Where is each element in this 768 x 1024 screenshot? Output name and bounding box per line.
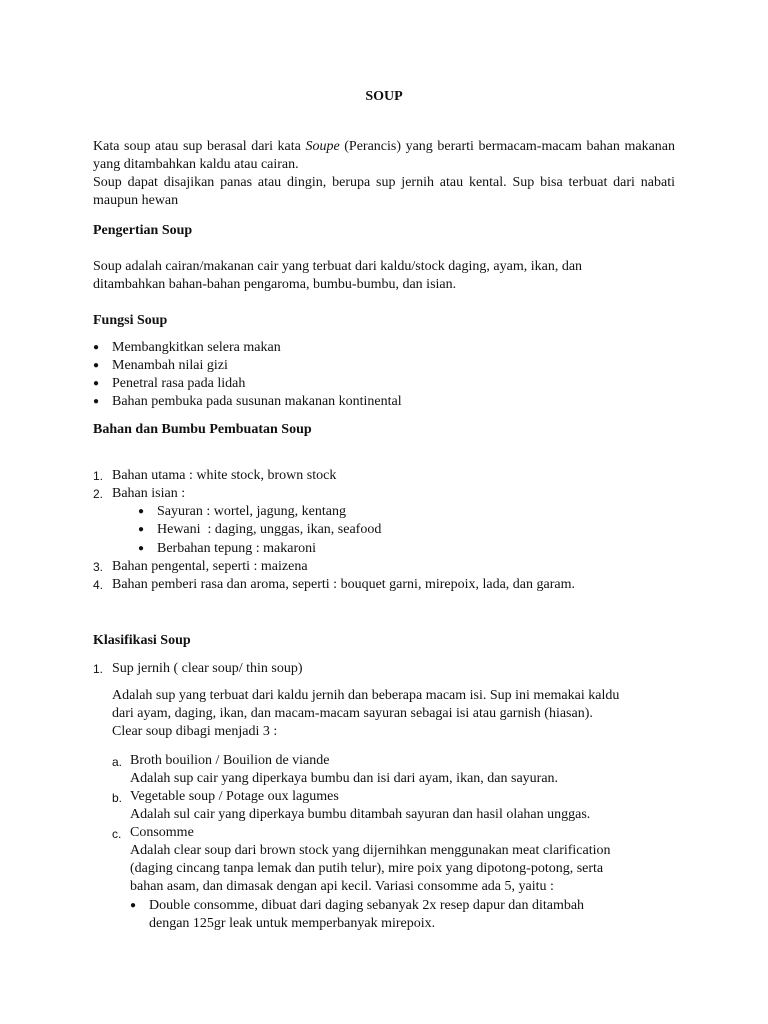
list-number: 1. xyxy=(93,662,104,676)
consomme-variant-text-cont: dengan 125gr leak untuk memperbanyak mirepoix. xyxy=(149,916,436,931)
subitem-c-desc-line: (daging cincang tanpa lemak dan putih telur), mire poix yang dipotong-potong, serta xyxy=(130,861,604,876)
bahan-sub-text: Sayuran : wortel, jagung, kentang xyxy=(157,504,346,519)
bullet-icon: ● xyxy=(130,900,137,911)
heading-fungsi: Fungsi Soup xyxy=(93,313,168,328)
intro-text-a: Kata soup atau sup berasal dari kata xyxy=(93,139,306,154)
subitem-a-desc: Adalah sup cair yang diperkaya bumbu dan isi dari ayam, ikan, dan sayuran. xyxy=(130,771,559,786)
heading-pengertian: Pengertian Soup xyxy=(93,223,193,238)
list-number: 3. xyxy=(93,560,104,574)
klasifikasi-item-text: Sup jernih ( clear soup/ thin soup) xyxy=(112,661,303,676)
list-number: 4. xyxy=(93,578,104,592)
fungsi-item-text: Bahan pembuka pada susunan makanan kontinental xyxy=(112,394,402,409)
klasifikasi-desc-line: dari ayam, daging, ikan, dan macam-macam sayuran sebagai isi atau garnish (hiasan). xyxy=(112,706,593,721)
fungsi-item-text: Penetral rasa pada lidah xyxy=(112,376,246,391)
subitem-c-title: Consomme xyxy=(130,825,194,840)
bullet-icon: ● xyxy=(138,543,145,554)
bahan-sub-text: Hewani : daging, unggas, ikan, seafood xyxy=(157,522,382,537)
list-letter: b. xyxy=(112,791,123,805)
pengertian-line-2: ditambahkan bahan-bahan pengaroma, bumbu-bumbu, dan isian. xyxy=(93,277,457,292)
subitem-a-title: Broth bouilion / Bouilion de viande xyxy=(130,753,330,768)
bullet-icon: ● xyxy=(138,506,145,517)
bahan-item-text: Bahan utama : white stock, brown stock xyxy=(112,468,337,483)
intro-italic-word: Soupe xyxy=(305,139,340,154)
bullet-icon: ● xyxy=(93,360,100,371)
document-title: SOUP xyxy=(365,89,403,104)
consomme-variant-text: Double consomme, dibuat dari daging sebanyak 2x resep dapur dan ditambah xyxy=(149,898,585,913)
subitem-b-desc: Adalah sul cair yang diperkaya bumbu ditambah sayuran dan hasil olahan unggas. xyxy=(130,807,591,822)
list-number: 2. xyxy=(93,487,104,501)
subitem-c-desc-line: Adalah clear soup dari brown stock yang dijernihkan menggunakan meat clarification xyxy=(130,843,611,858)
bahan-item-text: Bahan pemberi rasa dan aroma, seperti : bouquet garni, mirepoix, lada, dan garam. xyxy=(112,577,575,592)
bahan-item-text: Bahan isian : xyxy=(112,486,186,501)
pengertian-line-1: Soup adalah cairan/makanan cair yang terbuat dari kaldu/stock daging, ayam, ikan, dan xyxy=(93,259,583,274)
subitem-b-title: Vegetable soup / Potage oux lagumes xyxy=(130,789,339,804)
list-letter: c. xyxy=(112,827,122,841)
intro-text-b: (Perancis) yang berarti bermacam-macam bahan makanan yang ditambahkan kaldu atau cairan. xyxy=(93,139,675,172)
list-letter: a. xyxy=(112,755,123,769)
bahan-sub-text: Berbahan tepung : makaroni xyxy=(157,541,317,556)
bullet-icon: ● xyxy=(93,342,100,353)
heading-klasifikasi: Klasifikasi Soup xyxy=(93,633,191,648)
fungsi-item-text: Menambah nilai gizi xyxy=(112,358,228,373)
intro-paragraph-1 xyxy=(93,138,675,174)
bullet-icon: ● xyxy=(93,378,100,389)
klasifikasi-desc-line: Clear soup dibagi menjadi 3 : xyxy=(112,724,278,739)
bahan-item-text: Bahan pengental, seperti : maizena xyxy=(112,559,308,574)
bullet-icon: ● xyxy=(93,396,100,407)
intro-paragraph-2: Soup dapat disajikan panas atau dingin, berupa sup jernih atau kental. Sup bisa terbuat dari nabati maupun hewan xyxy=(93,175,675,208)
klasifikasi-desc-line: Adalah sup yang terbuat dari kaldu jernih dan beberapa macam isi. Sup ini memakai kaldu xyxy=(112,688,620,703)
list-number: 1. xyxy=(93,469,104,483)
bullet-icon: ● xyxy=(138,524,145,535)
subitem-c-desc-line: bahan asam, dan dimasak dengan api kecil. Variasi consomme ada 5, yaitu : xyxy=(130,879,554,894)
fungsi-item-text: Membangkitkan selera makan xyxy=(112,340,281,355)
heading-bahan: Bahan dan Bumbu Pembuatan Soup xyxy=(93,422,312,437)
